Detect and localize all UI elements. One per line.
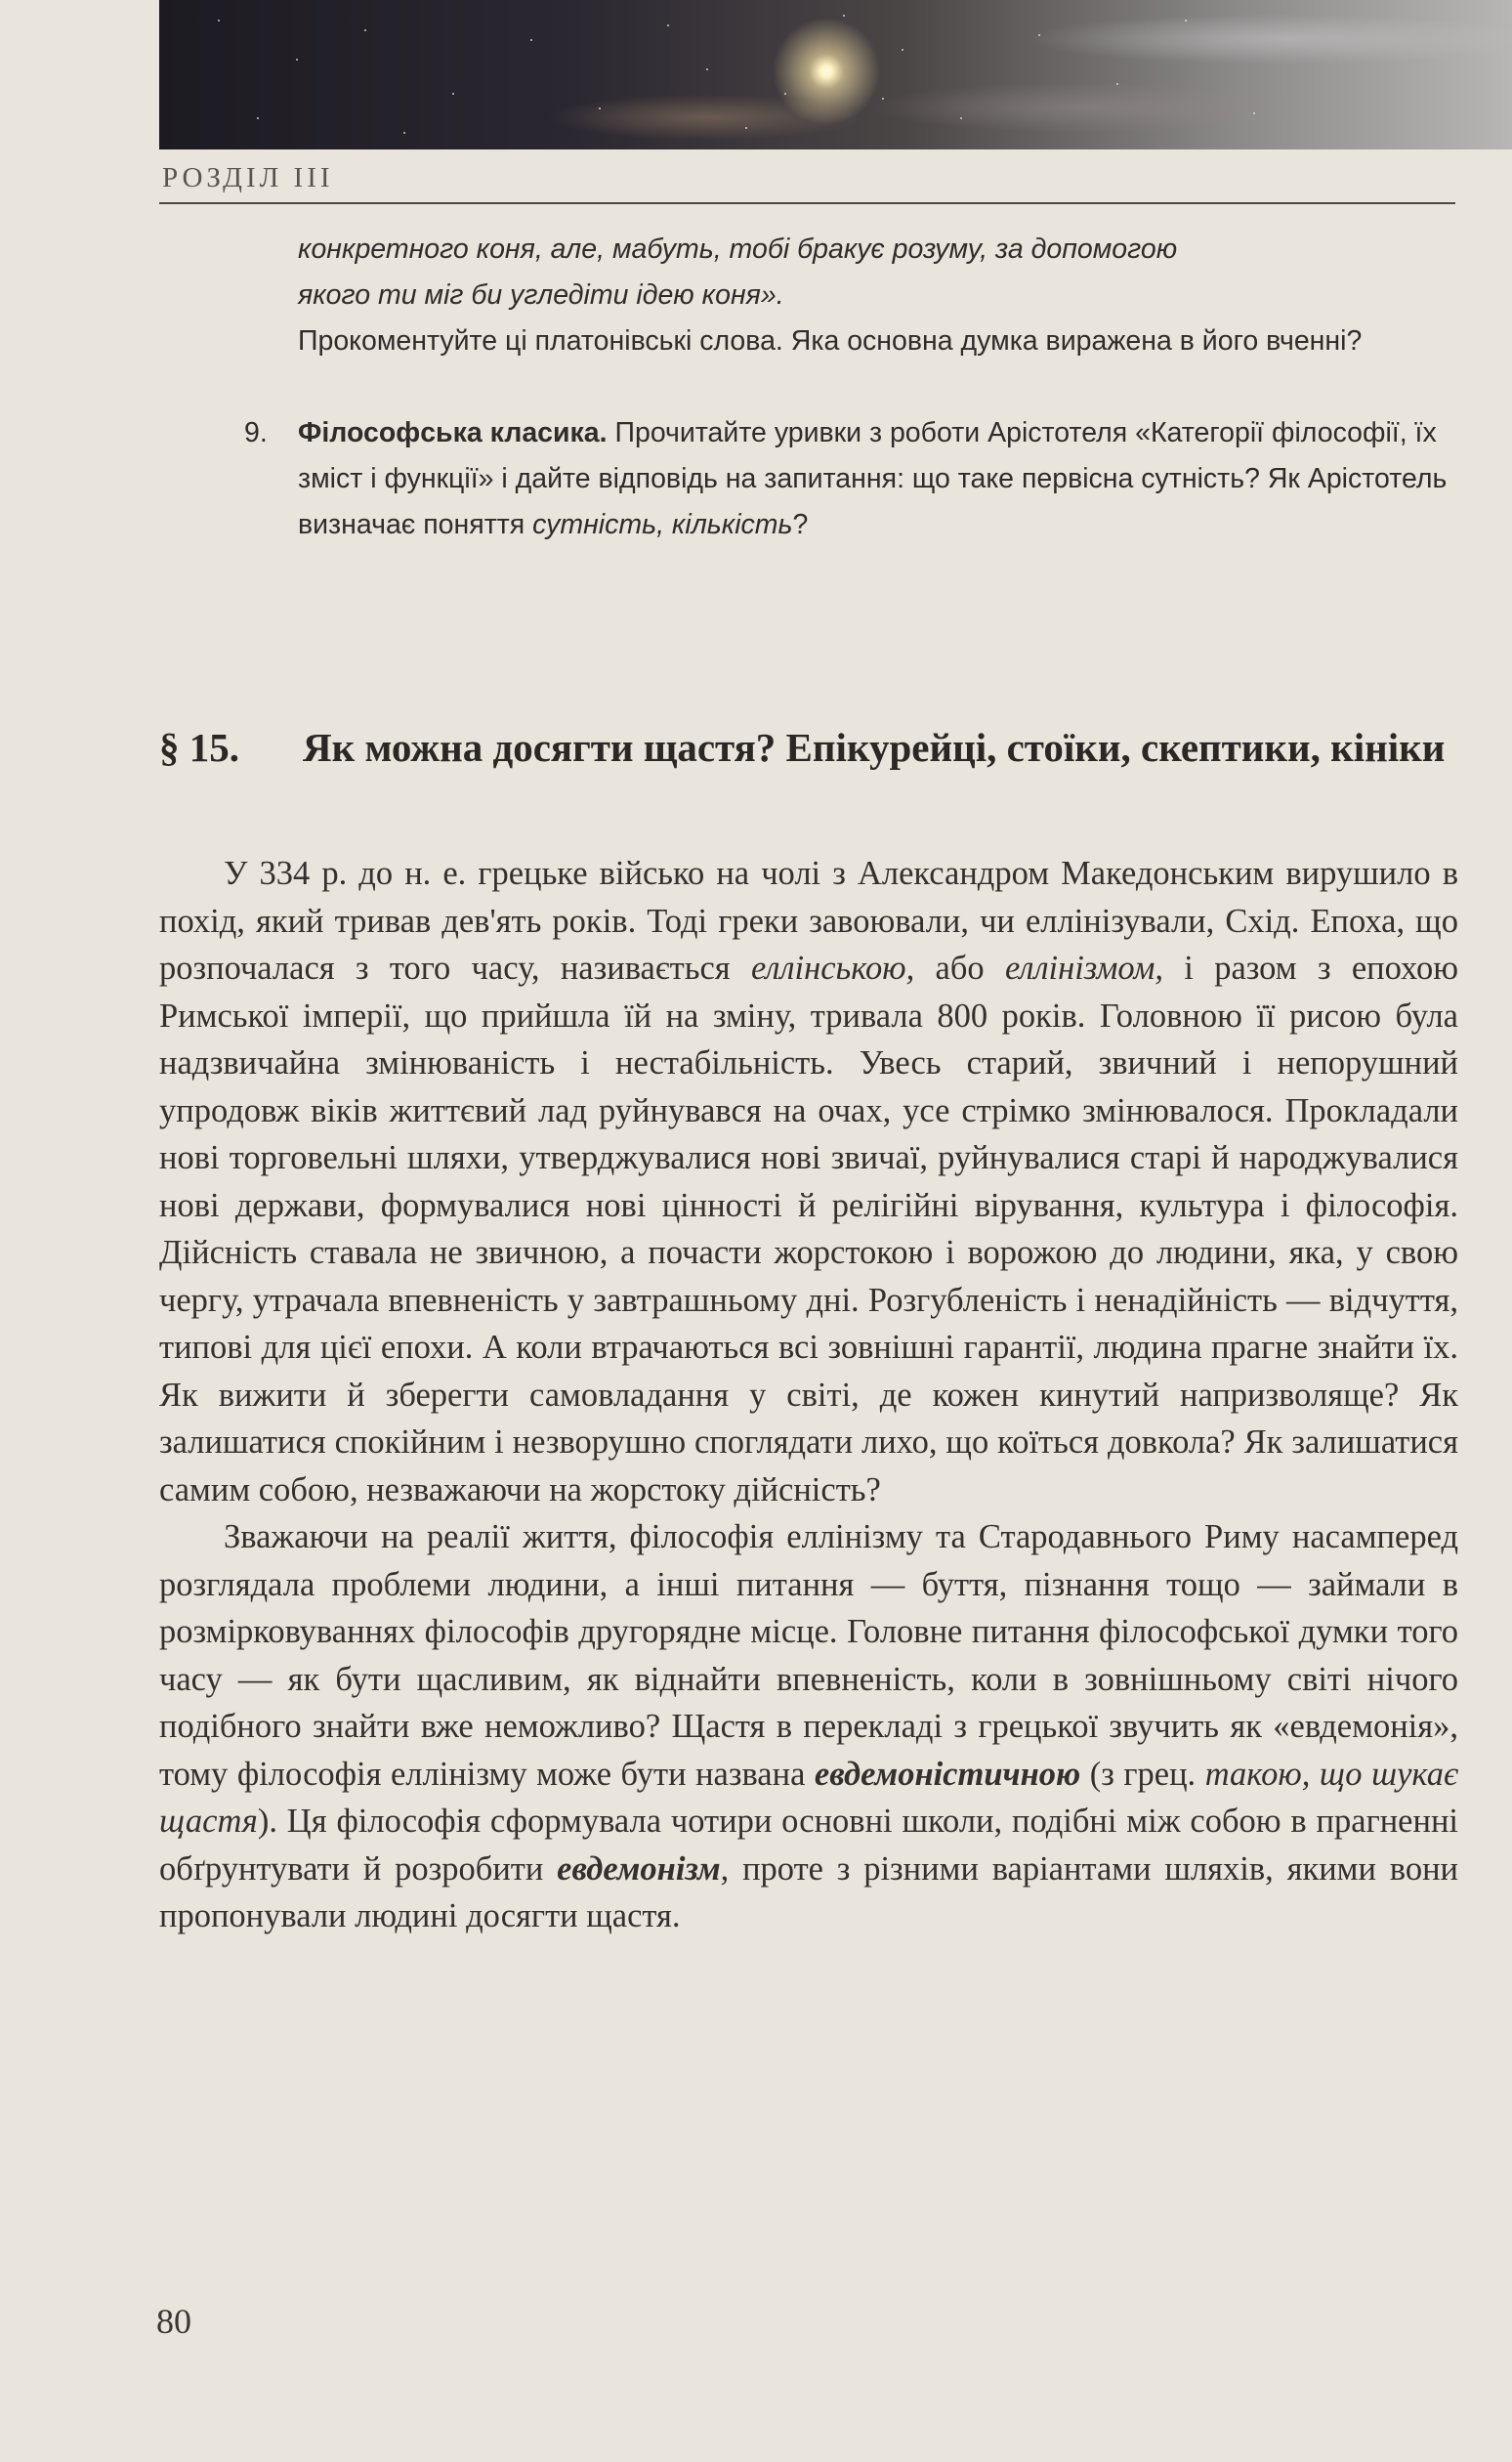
p1-text-b: або — [914, 950, 1005, 987]
paragraph-1 — [159, 850, 1458, 1513]
section-title: Як можна досягти щастя? Епікурейці, стоїки, скептики, кініки — [303, 725, 1446, 770]
section-label: РОЗДІЛ III — [162, 162, 334, 193]
main-text — [159, 850, 1458, 1940]
header-rule — [159, 202, 1455, 204]
p1-text-c: і разом з епохою Римської імперії, що прийшла їй на зміну, тривала 800 років. Головною її рисою була надзвичайна змінюваність і нестабільність. Увесь старий, звичний і непорушний упродовж віків життєвий лад руйнувався на очах, усе стрімко змінювалося. Прокладали нові торговельні шляхи, утверджувалися нові звичаї, руйнувалися старі й народжувалися нові держави, формувалися нові цінності й релігійні вірування, культура і філософія. Дійсність ставала не звичною, а почасти жорстокою і ворожою до людини, яка, у свою чергу, утрачала впевненість у завтрашньому дні. Розгубленість і ненадійність — відчуття, типові для цієї епохи. А коли втрачаються всі зовнішні гарантії, людина прагне знайти їх. Як вижити й зберегти самовладання у світі, де кожен кинутий напризволяще? Як залишатися спокійним і незворушно споглядати лихо, що коїться довкола? Як залишатися самим собою, незважаючи на жорстоку дійсність? — [159, 950, 1458, 1508]
p1-text-a: У 334 р. до н. е. грецьке військо на чолі з Александром Македонським вирушило в похід, який тривав дев'ять років. Тоді греки завоювали, чи еллінізували, Схід. Епоха, що розпочалася з того часу, називається — [159, 855, 1458, 987]
star-field — [159, 0, 1512, 149]
question-end: ? — [792, 509, 809, 540]
question-label: Філософська класика. — [298, 417, 608, 448]
question-9 — [244, 410, 1450, 540]
p2-term-eudaemonistic: евдемоністичною — [814, 1755, 1081, 1793]
p2-term-eudaemonism: евдемонізм — [557, 1849, 721, 1888]
p2-text-d: , проте з різними варіантами шляхів, якими вони пропонували людині досягти щастя. — [159, 1849, 1458, 1934]
p1-term-hellenism: еллінізмом, — [1004, 950, 1163, 987]
quote-prompt: Прокоментуйте ці платонівські слова. Яка основна думка виражена в його вченні? — [298, 325, 1363, 357]
quote-line-1: конкретного коня, але, мабуть, тобі бракує розуму, за допомогою — [298, 233, 1178, 265]
quote-continuation — [298, 227, 1450, 364]
paragraph-2 — [159, 1513, 1458, 1940]
question-terms: сутність, кількість — [532, 509, 793, 540]
p2-term-translation: такою, що шукає щастя — [159, 1755, 1458, 1840]
section-number: § 15. — [159, 725, 239, 770]
question-number: 9. — [244, 417, 268, 448]
question-text: Прочитайте уривки з роботи Арістотеля «Категорії філософії, їх зміст і функції» і дайте відповідь на запитання: що таке первісна сутність? Як Арістотель визначає поняття — [298, 417, 1448, 540]
p2-text-b: (з грец. — [1080, 1755, 1205, 1793]
p1-term-hellenic: еллінською, — [750, 950, 915, 987]
page-number: 80 — [156, 2302, 191, 2341]
question-body — [298, 410, 1450, 548]
quote-line-2: якого ти міг би угледіти ідею коня». — [298, 279, 784, 311]
header-galaxy-banner — [159, 0, 1512, 149]
p2-text-a: Зважаючи на реалії життя, філософія еллінізму та Стародавнього Риму насамперед розглядала проблеми людини, а інші питання — буття, пізнання тощо — займали в розмірковуваннях філософів другорядне місце. Головне питання філософської думки того часу — як бути щасливим, як віднайти впевненість, коли в зовнішньому світі нічого подібного знайти вже неможливо? Щастя в перекладі з грецької звучить як «евдемонія», тому філософія еллінізму може бути названа — [159, 1518, 1458, 1793]
p2-text-c: ). Ця філософія сформувала чотири основні школи, подібні між собою в прагненні обґрунтувати й розробити — [159, 1803, 1458, 1888]
